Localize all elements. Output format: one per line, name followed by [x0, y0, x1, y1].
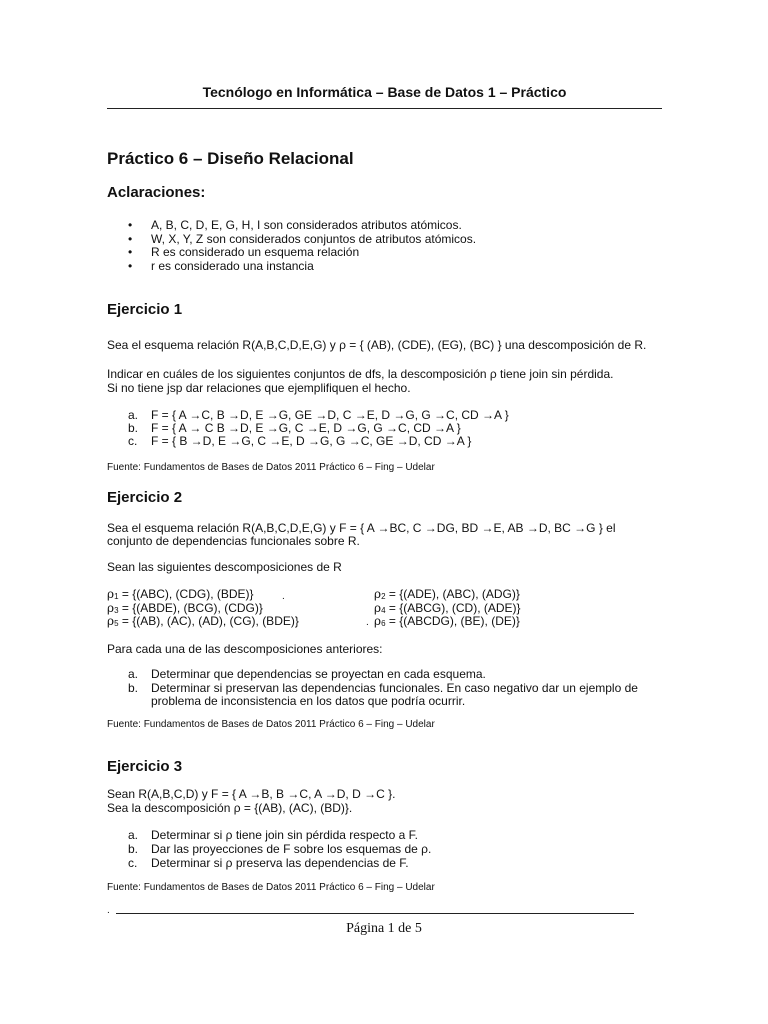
stray-dot: . — [282, 591, 285, 602]
decomposition-rho-6: ρ6 = {(ABCDG), (BE), (DE)} — [374, 614, 520, 628]
decomposition-rho-2: ρ2 = {(ADE), (ABC), (ADG)} — [374, 587, 520, 601]
ej2-paragraph: conjunto de dependencias funcionales sobre R. — [107, 534, 360, 548]
page-title: Práctico 6 – Diseño Relacional — [107, 149, 354, 168]
stray-dot: . — [366, 617, 369, 628]
footer-dot: . — [107, 905, 110, 916]
ej1-paragraph: Indicar en cuáles de los siguientes conjuntos de dfs, la descomposición ρ tiene join sin pérdida. — [107, 367, 614, 381]
decomposition-rho-1: ρ1 = {(ABC), (CDG), (BDE)} — [107, 587, 254, 601]
ej3-paragraph: Sean R(A,B,C,D) y F = { A →B, B →C, A →D, D →C }. — [107, 787, 396, 801]
ej2-paragraph: Para cada una de las descomposiciones anteriores: — [107, 642, 383, 656]
ej1-paragraph: Si no tiene jsp dar relaciones que ejemplifiquen el hecho. — [107, 381, 411, 395]
ej2-paragraph: Sea el esquema relación R(A,B,C,D,E,G) y F = { A →BC, C →DG, BD →E, AB →D, BC →G } el — [107, 521, 616, 535]
source-note: Fuente: Fundamentos de Bases de Datos 2011 Práctico 6 – Fing – Udelar — [107, 719, 435, 730]
source-note: Fuente: Fundamentos de Bases de Datos 2011 Práctico 6 – Fing – Udelar — [107, 882, 435, 893]
ej2-paragraph: Sean las siguientes descomposiciones de R — [107, 560, 342, 574]
footer-rule — [116, 913, 634, 914]
decomposition-rho-5: ρ5 = {(AB), (AC), (AD), (CG), (BDE)} — [107, 614, 299, 628]
document-page: Tecnólogo en Informática – Base de Datos 1 – Práctico Práctico 6 – Diseño Relacional Aclaraciones: A, B, C, D, E, G, H, I son considerados atributos atómicos. W, X, Y, Z son considerados conjuntos de atributos atómicos. R es considerado un esquema relación r es considerado una instancia Ejercicio 1 Sea el esquema relación R(A,B,C,D,E,G) y ρ = { (AB), (CDE), (EG), (BC) } una descomposición de R. Indicar en cuáles de los siguientes conjuntos de dfs, la descomposición ρ tiene join sin pérdida. Si no tiene jsp dar relaciones que ejemplifiquen el hecho. a. F = { A →C, B →D, E →G, GE →D, C →E, D →G, G →C, CD →A } b. F = { A → C B →D, E →G, C →E, D →G, G →C, CD →A } c. F = { B →D, E →G, C →E, D →G, G →C, GE →D, CD →A } Fuente: Fundamentos de Bases de Datos 2011 Práctico 6 – Fing – Udelar Ejercicio 2 Sea el esquema relación R(A,B,C,D,E,G) y F = { A →BC, C →DG, BD →E, AB →D, BC →G } el conjunto de dependencias funcionales sobre R. Sean las siguientes descomposiciones de R ρ1 = {(ABC), (CDG), (BDE)} ρ2 = {(ADE), (ABC), (ADG)} . ρ3 = {(ABDE), (BCG), (CDG)} ρ4 = {(ABCG), (CD), (ADE)} ρ5 = {(AB), (AC), (AD), (CG), (BDE)} ρ6 = {(ABCDG), (BE), (DE)} . Para cada una de las descomposiciones anteriores: a. Determinar que dependencias se proyectan en cada esquema. b. Determinar si preservan las dependencias funcionales. En caso negativo dar un ejemplo de problema de inconsistencia en los datos que podría ocurrir. Fuente: Fundamentos de Bases de Datos 2011 Práctico 6 – Fing – Udelar Ejercicio 3 Sean R(A,B,C,D) y F = { A →B, B →C, A →D, D →C }. Sea la descomposición ρ = {(AB), (AC), (BD)}. a. Determinar si ρ tiene join sin pérdida respecto a F. b. Dar las proyecciones de F sobre los esquemas de ρ. c. Determinar si ρ preserva las dependencias de F. Fuente: Fundamentos de Bases de Datos 2011 Práctico 6 – Fing – Udelar . Página 1 de 5 — [0, 0, 768, 1024]
ej3-paragraph: Sea la descomposición ρ = {(AB), (AC), (BD)}. — [107, 801, 353, 815]
ejercicio-1-heading: Ejercicio 1 — [107, 301, 183, 318]
page-header: Tecnólogo en Informática – Base de Datos 1 – Práctico — [202, 84, 567, 100]
decomposition-rho-3: ρ3 = {(ABDE), (BCG), (CDG)} — [107, 601, 263, 615]
aclaraciones-heading: Aclaraciones: — [107, 184, 206, 201]
decomposition-rho-4: ρ4 = {(ABCG), (CD), (ADE)} — [374, 601, 521, 615]
ejercicio-3-heading: Ejercicio 3 — [107, 758, 183, 775]
source-note: Fuente: Fundamentos de Bases de Datos 2011 Práctico 6 – Fing – Udelar — [107, 462, 435, 473]
ej1-paragraph: Sea el esquema relación R(A,B,C,D,E,G) y ρ = { (AB), (CDE), (EG), (BC) } una descomposición de R. — [107, 338, 647, 352]
page-number: Página 1 de 5 — [346, 921, 422, 936]
header-rule — [107, 108, 662, 109]
ejercicio-2-heading: Ejercicio 2 — [107, 489, 183, 506]
